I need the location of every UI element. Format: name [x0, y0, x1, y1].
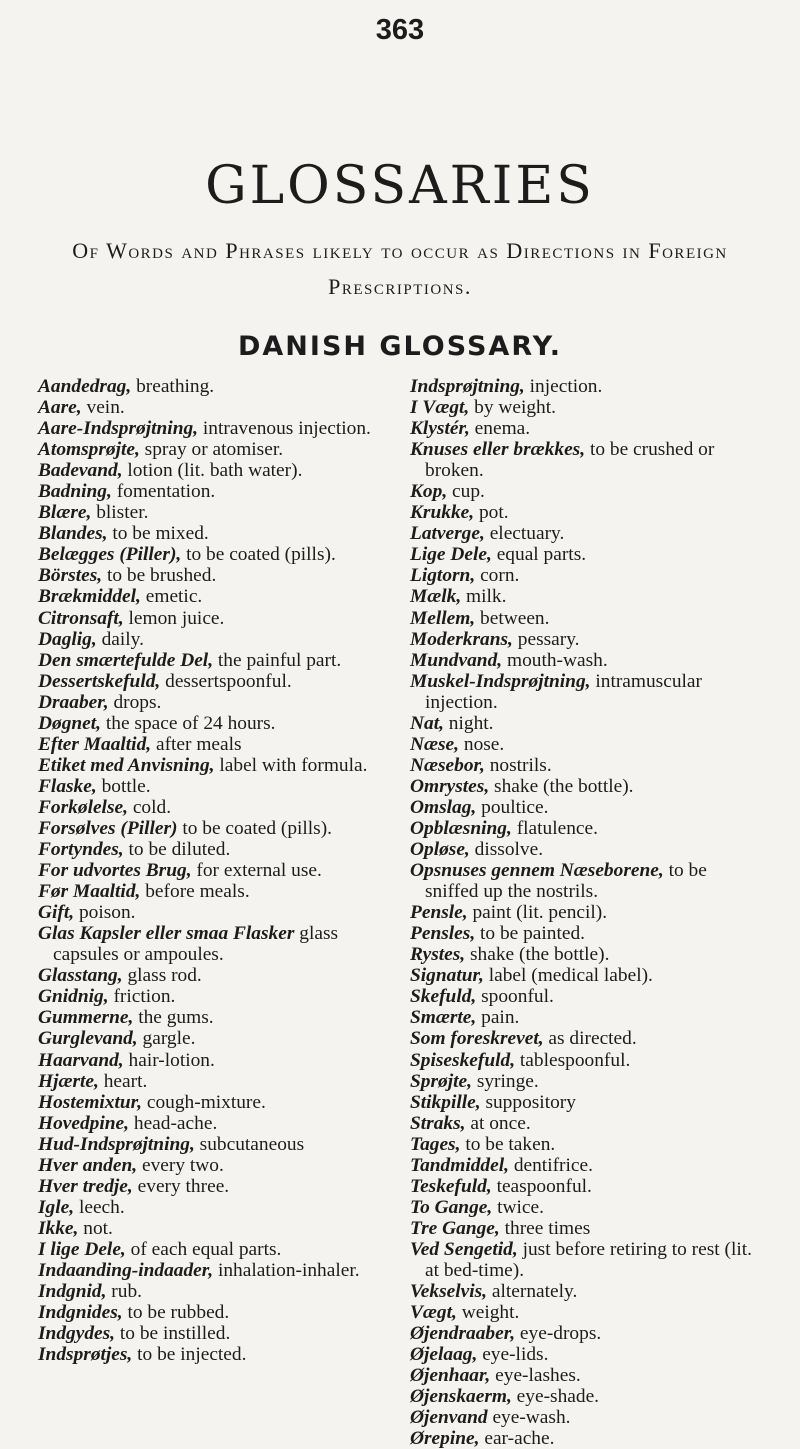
glossary-term: Indsprøtjes, — [38, 1344, 133, 1366]
glossary-entry — [38, 397, 388, 418]
glossary-definition: enema. — [474, 418, 531, 440]
glossary-definition: vein. — [86, 397, 125, 419]
glossary-entry — [38, 418, 388, 439]
glossary-definition: to be brushed. — [106, 565, 217, 587]
glossary-term: Opløse, — [410, 839, 470, 861]
glossary-entry — [38, 839, 388, 860]
glossary-term: Klystér, — [410, 418, 470, 440]
glossary-definition: every two. — [141, 1154, 224, 1176]
glossary-definition: to be sniffed up the nostrils. — [425, 860, 707, 903]
glossary-entry — [38, 1344, 388, 1365]
glossary-entry — [410, 839, 762, 860]
glossary-term: Gift, — [38, 902, 75, 924]
glossary-term: Opsnuses gennem Næseborene, — [410, 860, 664, 882]
glossary-term: Blandes, — [38, 523, 108, 545]
glossary-term: Ved Sengetid, — [410, 1238, 518, 1260]
glossary-definition: head-ache. — [133, 1112, 218, 1134]
glossary-definition: dissolve. — [474, 839, 544, 861]
glossary-term: Nat, — [410, 712, 444, 734]
glossary-definition: pessary. — [517, 628, 580, 650]
glossary-entry — [38, 1050, 388, 1071]
glossary-definition: milk. — [466, 586, 507, 608]
glossary-definition: night. — [448, 712, 494, 734]
glossary-term: Smærte, — [410, 1007, 477, 1029]
glossary-term: Flaske, — [38, 775, 97, 797]
glossary-term: Atomsprøjte, — [38, 439, 140, 461]
glossary-term: Gnidnig, — [38, 986, 109, 1008]
glossary-entry — [410, 650, 762, 671]
glossary-entry — [410, 502, 762, 523]
glossary-definition: after meals — [155, 733, 242, 755]
glossary-definition: pain. — [481, 1007, 520, 1029]
glossary-definition: teaspoonful. — [496, 1175, 592, 1197]
glossary-definition: every three. — [137, 1175, 230, 1197]
glossary-term: Mundvand, — [410, 649, 503, 671]
glossary-entry — [410, 481, 762, 502]
glossary-definition: electuary. — [489, 523, 565, 545]
glossary-entry — [38, 797, 388, 818]
glossary-term: Tandmiddel, — [410, 1154, 509, 1176]
glossary-definition: to be instilled. — [119, 1323, 231, 1345]
glossary-term: Øjenhaar, — [410, 1365, 491, 1387]
glossary-term: Gurglevand, — [38, 1028, 138, 1050]
glossary-term: Ikke, — [38, 1217, 79, 1239]
glossary-definition: cough-mixture. — [146, 1091, 266, 1113]
glossary-definition: rub. — [111, 1281, 142, 1303]
glossary-term: I Vægt, — [410, 397, 470, 419]
glossary-entry — [38, 1028, 388, 1049]
glossary-definition: shake (the bottle). — [469, 944, 610, 966]
glossary-entry — [410, 923, 762, 944]
glossary-definition: at once. — [470, 1112, 531, 1134]
glossary-definition: injection. — [529, 376, 603, 397]
glossary-term: Aare, — [38, 397, 82, 419]
glossary-term: To Gange, — [410, 1196, 493, 1218]
glossary-term: Pensle, — [410, 902, 468, 924]
glossary-term: Hostemixtur, — [38, 1091, 142, 1113]
glossary-entry — [410, 902, 762, 923]
glossary-term: Mælk, — [410, 586, 462, 608]
glossary-entry — [410, 1028, 762, 1049]
glossary-term: Forkølelse, — [38, 796, 128, 818]
glossary-entry — [410, 860, 762, 902]
glossary-entry — [38, 734, 388, 755]
glossary-entry — [410, 1239, 762, 1281]
glossary-entry — [38, 1323, 388, 1344]
glossary-term: Hver anden, — [38, 1154, 138, 1176]
glossary-definition: friction. — [113, 986, 176, 1008]
section-title: DANISH GLOSSARY. — [238, 331, 562, 362]
glossary-entry — [38, 1007, 388, 1028]
glossary-entry — [410, 397, 762, 418]
glossary-term: Haarvand, — [38, 1049, 124, 1071]
glossary-definition: to be crushed or broken. — [425, 439, 715, 482]
glossary-term: Øjelaag, — [410, 1344, 478, 1366]
glossary-entry — [410, 1407, 762, 1428]
glossary-entry — [410, 1281, 762, 1302]
glossary-definition: spray or atomiser. — [144, 439, 284, 461]
glossary-entry — [410, 965, 762, 986]
glossary-entry — [410, 1092, 762, 1113]
glossary-definition: to be diluted. — [128, 839, 231, 861]
glossary-definition: heart. — [103, 1070, 148, 1092]
glossary-definition: the gums. — [138, 1007, 214, 1029]
glossary-term: Fortyndes, — [38, 839, 124, 861]
glossary-definition: just before retiring to rest (lit. at bed-time). — [425, 1238, 752, 1281]
glossary-definition: alternately. — [491, 1281, 578, 1303]
page-title: GLOSSARIES — [205, 156, 595, 216]
glossary-definition: leech. — [78, 1196, 125, 1218]
glossary-term: Gummerne, — [38, 1007, 134, 1029]
glossary-definition: eye-lashes. — [495, 1365, 581, 1387]
glossary-term: Indgnid, — [38, 1281, 107, 1303]
glossary-term: Etiket med Anvisning, — [38, 754, 215, 776]
glossary-term: I lige Dele, — [38, 1238, 126, 1260]
glossary-entry — [410, 1155, 762, 1176]
glossary-term: Mellem, — [410, 607, 476, 629]
glossary-term: Øjenvand — [410, 1407, 488, 1429]
glossary-entry — [410, 1344, 762, 1365]
glossary-entry — [38, 1260, 388, 1281]
glossary-term: Belægges (Piller), — [38, 544, 182, 566]
glossary-entry — [410, 608, 762, 629]
glossary-definition: corn. — [480, 565, 520, 587]
glossary-term: Hovedpine, — [38, 1112, 130, 1134]
glossary-term: Tre Gange, — [410, 1217, 500, 1239]
glossary-entry — [38, 629, 388, 650]
glossary-entry — [410, 671, 762, 713]
glossary-definition: suppository — [485, 1091, 576, 1113]
glossary-entry — [38, 502, 388, 523]
glossary-definition: paint (lit. pencil). — [472, 902, 608, 924]
glossary-term: Vekselvis, — [410, 1281, 488, 1303]
glossary-entry — [38, 586, 388, 607]
glossary-term: Næse, — [410, 733, 460, 755]
glossary-term: Citronsaft, — [38, 607, 124, 629]
glossary-term: Muskel-Indsprøjtning, — [410, 670, 591, 692]
glossary-definition: to be taken. — [465, 1133, 556, 1155]
glossary-definition: cup. — [452, 481, 485, 503]
glossary-entry — [410, 523, 762, 544]
glossary-entry — [38, 923, 388, 965]
glossary-entry — [38, 755, 388, 776]
glossary-definition: dessertspoonful. — [165, 670, 292, 692]
glossary-definition: to be rubbed. — [127, 1302, 230, 1324]
glossary-definition: the painful part. — [217, 649, 342, 671]
glossary-term: Moderkrans, — [410, 628, 513, 650]
glossary-entry — [410, 1071, 762, 1092]
glossary-definition: equal parts. — [496, 544, 587, 566]
glossary-term: Øjenskaerm, — [410, 1386, 512, 1408]
glossary-term: Næsebor, — [410, 754, 485, 776]
glossary-term: Brækmiddel, — [38, 586, 141, 608]
glossary-definition: twice. — [497, 1196, 544, 1218]
glossary-term: Skefuld, — [410, 986, 477, 1008]
glossary-definition: of each equal parts. — [130, 1238, 282, 1260]
glossary-term: Omrystes, — [410, 775, 490, 797]
glossary-definition: glass capsules or ampoules. — [53, 923, 339, 966]
glossary-term: For udvortes Brug, — [38, 860, 192, 882]
glossary-entry — [38, 881, 388, 902]
glossary-entry — [38, 1134, 388, 1155]
glossary-term: Daglig, — [38, 628, 97, 650]
glossary-definition: inhalation-inhaler. — [217, 1259, 360, 1281]
glossary-entry — [410, 1428, 762, 1449]
glossary-entry — [410, 439, 762, 481]
glossary-definition: to be mixed. — [112, 523, 209, 545]
glossary-term: Indaanding-indaader, — [38, 1259, 214, 1281]
glossary-entry — [410, 755, 762, 776]
page-number: 363 — [375, 14, 425, 46]
glossary-term: Igle, — [38, 1196, 75, 1218]
glossary-term: Badning, — [38, 481, 112, 503]
glossary-entry — [38, 776, 388, 797]
glossary-definition: nose. — [463, 733, 505, 755]
glossary-term: Den smærtefulde Del, — [38, 649, 214, 671]
glossary-term: Hjærte, — [38, 1070, 99, 1092]
glossary-entry — [38, 565, 388, 586]
glossary-term: Draaber, — [38, 691, 109, 713]
glossary-definition: between. — [480, 607, 550, 629]
glossary-term: Ørepine, — [410, 1428, 480, 1449]
glossary-term: Signatur, — [410, 965, 484, 987]
glossary-definition: spoonful. — [481, 986, 554, 1008]
glossary-term: Badevand, — [38, 460, 123, 482]
glossary-term: Sprøjte, — [410, 1070, 472, 1092]
glossary-entry — [410, 1197, 762, 1218]
glossary-definition: label with formula. — [219, 754, 368, 776]
glossary-entry — [410, 734, 762, 755]
glossary-term: Blære, — [38, 502, 92, 524]
glossary-definition: tablespoonful. — [519, 1049, 631, 1071]
glossary-term: Latverge, — [410, 523, 485, 545]
glossary-definition: eye-drops. — [519, 1323, 602, 1345]
glossary-term: Døgnet, — [38, 712, 102, 734]
glossary-entry — [38, 1113, 388, 1134]
glossary-term: Indgydes, — [38, 1323, 116, 1345]
glossary-term: Rystes, — [410, 944, 466, 966]
glossary-term: Börstes, — [38, 565, 103, 587]
glossary-entry — [410, 629, 762, 650]
glossary-entry — [38, 1302, 388, 1323]
glossary-term: Opblæsning, — [410, 817, 512, 839]
glossary-definition: eye-shade. — [516, 1386, 600, 1408]
glossary-entry — [38, 650, 388, 671]
glossary-definition: to be painted. — [480, 923, 586, 945]
glossary-definition: eye-wash. — [492, 1407, 571, 1429]
glossary-entry — [410, 1323, 762, 1344]
glossary-term: Før Maaltid, — [38, 881, 141, 903]
glossary-term: Glasstang, — [38, 965, 123, 987]
glossary-entry — [410, 1134, 762, 1155]
glossary-entry — [38, 376, 388, 397]
glossary-entry — [410, 776, 762, 797]
glossary-definition: cold. — [132, 796, 172, 818]
glossary-definition: nostrils. — [489, 754, 552, 776]
glossary-definition: not. — [83, 1217, 113, 1239]
glossary-definition: gargle. — [142, 1028, 196, 1050]
glossary-entry — [410, 1113, 762, 1134]
glossary-definition: three times — [504, 1217, 591, 1239]
glossary-entry — [38, 1218, 388, 1239]
glossary-definition: breathing. — [136, 376, 215, 397]
glossary-entry — [38, 1281, 388, 1302]
glossary-definition: poultice. — [481, 796, 549, 818]
glossary-term: Lige Dele, — [410, 544, 492, 566]
glossary-definition: lemon juice. — [128, 607, 225, 629]
page-subtitle: Of Words and Phrases likely to occur as Directions in Foreign Prescriptions. — [72, 238, 728, 299]
glossary-term: Vægt, — [410, 1302, 457, 1324]
glossary-definition: bottle. — [101, 775, 151, 797]
glossary-definition: to be coated (pills). — [186, 544, 336, 566]
glossary-definition: emetic. — [145, 586, 203, 608]
glossary-entry — [38, 692, 388, 713]
glossary-entry — [410, 1007, 762, 1028]
glossary-entry — [410, 1365, 762, 1386]
glossary-entry — [410, 986, 762, 1007]
glossary-term: Forsølves (Piller) — [38, 817, 178, 839]
glossary-term: Stikpille, — [410, 1091, 481, 1113]
glossary-term: Tages, — [410, 1133, 461, 1155]
glossary-entry — [38, 818, 388, 839]
glossary-entry — [410, 1218, 762, 1239]
glossary-definition: intravenous injection. — [202, 418, 371, 440]
glossary-term: Hver tredje, — [38, 1175, 133, 1197]
glossary-entry — [38, 608, 388, 629]
glossary-entry — [38, 481, 388, 502]
glossary-definition: lotion (lit. bath water). — [127, 460, 303, 482]
glossary-entry — [410, 1302, 762, 1323]
glossary-entry — [38, 671, 388, 692]
glossary-term: Efter Maaltid, — [38, 733, 152, 755]
glossary-term: Kop, — [410, 481, 448, 503]
glossary-entry — [410, 797, 762, 818]
glossary-term: Straks, — [410, 1112, 466, 1134]
glossary-entry — [38, 860, 388, 881]
glossary-entry — [38, 1092, 388, 1113]
glossary-definition: before meals. — [145, 881, 250, 903]
glossary-entry — [38, 523, 388, 544]
glossary-entry — [38, 439, 388, 460]
glossary-definition: subcutaneous — [199, 1133, 305, 1155]
glossary-column-left — [38, 376, 388, 1365]
glossary-term: Krukke, — [410, 502, 475, 524]
glossary-entry — [410, 944, 762, 965]
glossary-definition: the space of 24 hours. — [105, 712, 276, 734]
glossary-entry — [38, 1197, 388, 1218]
glossary-entry — [38, 986, 388, 1007]
glossary-entry — [410, 544, 762, 565]
glossary-definition: daily. — [101, 628, 144, 650]
glossary-definition: pot. — [478, 502, 509, 524]
glossary-entry — [38, 1176, 388, 1197]
glossary-entry — [410, 713, 762, 734]
glossary-definition: fomentation. — [116, 481, 216, 503]
glossary-definition: to be coated (pills). — [182, 817, 333, 839]
glossary-entry — [38, 965, 388, 986]
glossary-definition: mouth-wash. — [507, 649, 608, 671]
glossary-definition: drops. — [113, 691, 162, 713]
glossary-entry — [410, 376, 762, 397]
glossary-definition: hair-lotion. — [128, 1049, 215, 1071]
glossary-entry — [410, 418, 762, 439]
glossary-term: Indsprøjtning, — [410, 376, 525, 397]
glossary-term: Som foreskrevet, — [410, 1028, 544, 1050]
glossary-entry — [410, 565, 762, 586]
glossary-definition: intramuscular injection. — [425, 670, 702, 713]
glossary-term: Omslag, — [410, 796, 477, 818]
glossary-term: Hud-Indsprøjtning, — [38, 1133, 195, 1155]
glossary-term: Ligtorn, — [410, 565, 476, 587]
glossary-entry — [38, 1155, 388, 1176]
glossary-term: Glas Kapsler eller smaa Flasker — [38, 923, 295, 945]
glossary-definition: poison. — [78, 902, 136, 924]
glossary-term: Aandedrag, — [38, 376, 132, 397]
glossary-term: Knuses eller brækkes, — [410, 439, 586, 461]
glossary-definition: shake (the bottle). — [494, 775, 634, 797]
glossary-definition: to be injected. — [137, 1344, 247, 1366]
glossary-definition: by weight. — [474, 397, 556, 419]
glossary-column-right — [410, 376, 762, 1449]
glossary-definition: dentifrice. — [513, 1154, 593, 1176]
glossary-entry — [38, 544, 388, 565]
glossary-entry — [410, 1386, 762, 1407]
glossary-entry — [410, 1176, 762, 1197]
glossary-term: Aare-Indsprøjtning, — [38, 418, 199, 440]
glossary-definition: flatulence. — [516, 817, 598, 839]
glossary-definition: blister. — [96, 502, 149, 524]
glossary-definition: syringe. — [476, 1070, 539, 1092]
glossary-entry — [38, 460, 388, 481]
glossary-term: Øjendraaber, — [410, 1323, 516, 1345]
glossary-term: Pensles, — [410, 923, 476, 945]
glossary-definition: for external use. — [196, 860, 322, 882]
glossary-definition: eye-lids. — [482, 1344, 549, 1366]
glossary-definition: weight. — [461, 1302, 520, 1324]
glossary-term: Indgnides, — [38, 1302, 123, 1324]
glossary-entry — [38, 1071, 388, 1092]
glossary-definition: as directed. — [548, 1028, 637, 1050]
glossary-entry — [410, 818, 762, 839]
glossary-entry — [410, 1050, 762, 1071]
glossary-term: Spiseskefuld, — [410, 1049, 516, 1071]
glossary-entry — [38, 902, 388, 923]
glossary-definition: glass rod. — [127, 965, 202, 987]
glossary-entry — [410, 586, 762, 607]
glossary-term: Teskefuld, — [410, 1175, 492, 1197]
glossary-entry — [38, 713, 388, 734]
glossary-definition: label (medical label). — [488, 965, 653, 987]
glossary-definition: ear-ache. — [484, 1428, 555, 1449]
glossary-entry — [38, 1239, 388, 1260]
glossary-term: Dessertskefuld, — [38, 670, 161, 692]
